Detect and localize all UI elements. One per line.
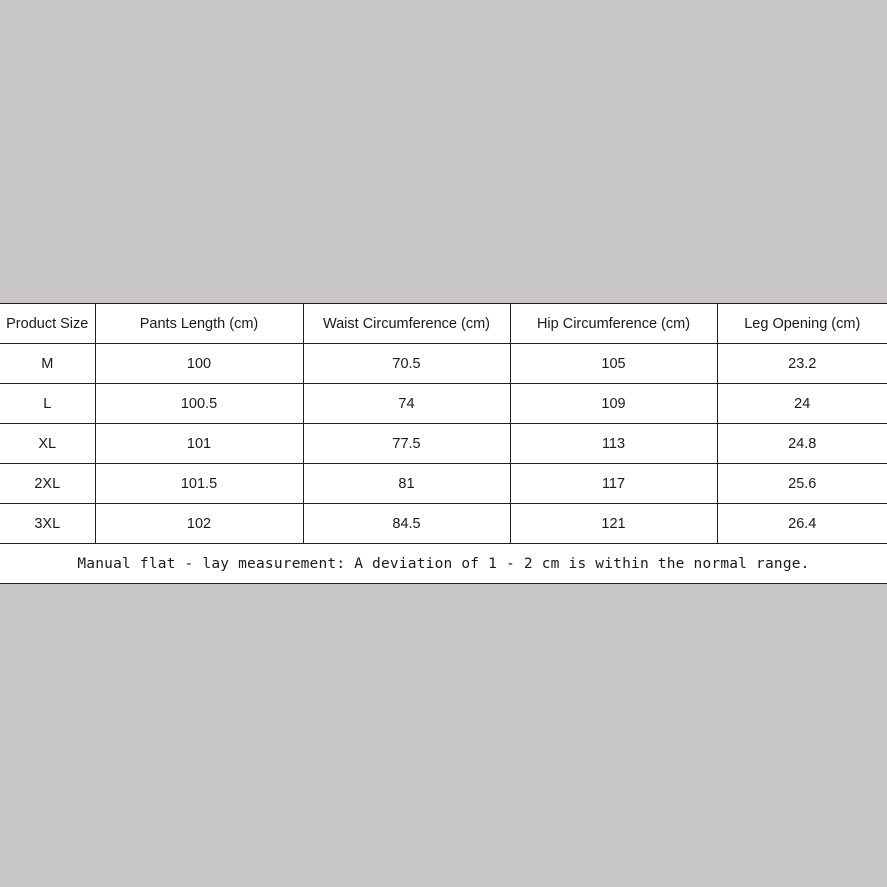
table-header-row: [0, 304, 887, 344]
cell-waist: 74: [303, 384, 510, 424]
cell-leg-opening: 23.2: [717, 344, 887, 384]
cell-hip: 113: [510, 424, 717, 464]
table-row: [0, 464, 887, 504]
cell-leg-opening: 24.8: [717, 424, 887, 464]
cell-leg-opening: 25.6: [717, 464, 887, 504]
table-row: [0, 344, 887, 384]
cell-hip: 109: [510, 384, 717, 424]
cell-hip: 105: [510, 344, 717, 384]
cell-hip: 117: [510, 464, 717, 504]
cell-size: XL: [0, 424, 95, 464]
cell-leg-opening: 26.4: [717, 504, 887, 544]
cell-pants-length: 100: [95, 344, 303, 384]
measurement-note-row: [0, 544, 887, 584]
cell-waist: 77.5: [303, 424, 510, 464]
cell-size: 3XL: [0, 504, 95, 544]
table-row: [0, 504, 887, 544]
cell-waist: 84.5: [303, 504, 510, 544]
cell-waist: 81: [303, 464, 510, 504]
cell-size: M: [0, 344, 95, 384]
column-header-leg-opening: Leg Opening (cm): [717, 304, 887, 344]
cell-size: 2XL: [0, 464, 95, 504]
column-header-product-size: Product Size: [0, 304, 95, 344]
cell-pants-length: 100.5: [95, 384, 303, 424]
column-header-hip-circumference: Hip Circumference (cm): [510, 304, 717, 344]
measurement-note: Manual flat - lay measurement: A deviation of 1 - 2 cm is within the normal range.: [0, 544, 887, 584]
size-chart-table: [0, 303, 887, 584]
cell-pants-length: 101.5: [95, 464, 303, 504]
cell-size: L: [0, 384, 95, 424]
cell-hip: 121: [510, 504, 717, 544]
column-header-waist-circumference: Waist Circumference (cm): [303, 304, 510, 344]
cell-pants-length: 101: [95, 424, 303, 464]
size-chart-panel: [0, 303, 887, 584]
column-header-pants-length: Pants Length (cm): [95, 304, 303, 344]
cell-waist: 70.5: [303, 344, 510, 384]
table-row: [0, 424, 887, 464]
table-row: [0, 384, 887, 424]
cell-leg-opening: 24: [717, 384, 887, 424]
cell-pants-length: 102: [95, 504, 303, 544]
